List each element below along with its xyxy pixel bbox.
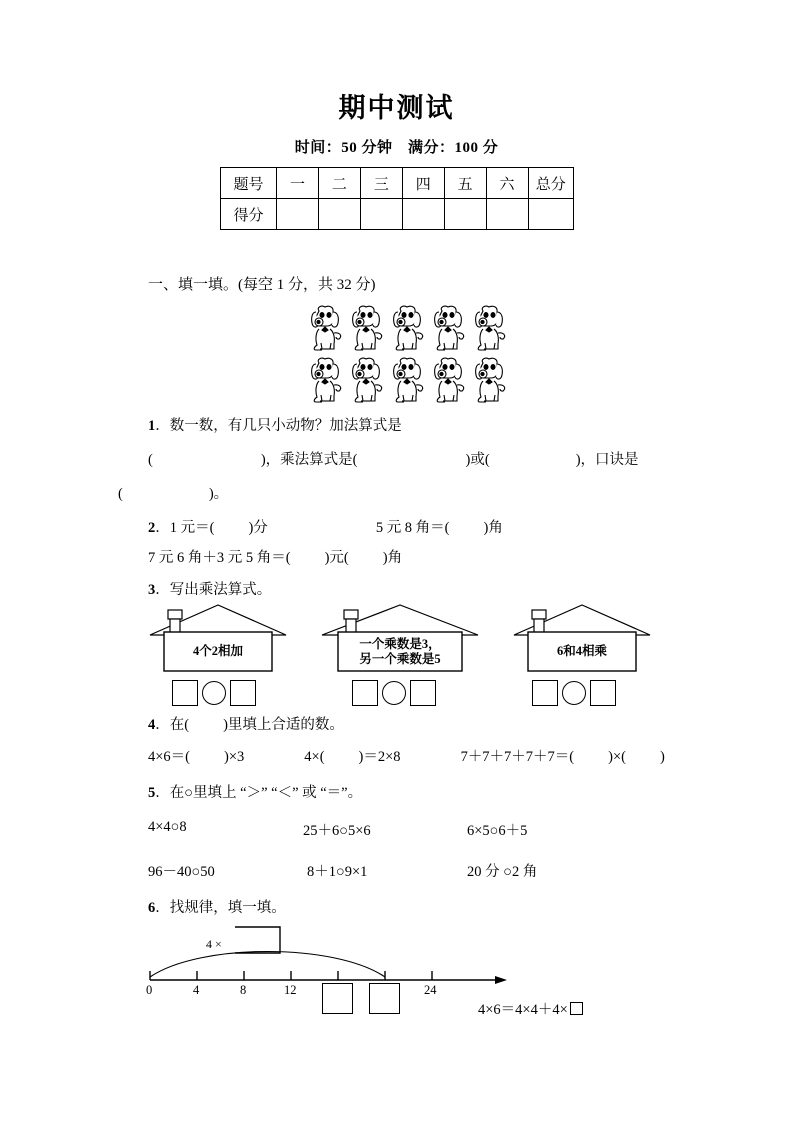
question-3-number: 3 [148, 582, 156, 598]
house-3-operator-circle[interactable] [562, 681, 586, 705]
q2-expr-3-a: 7 元 6 角＋3 元 5 角＝( [148, 550, 291, 566]
dog-icon [346, 355, 387, 407]
q5-row-2-item-3[interactable]: 20 分 ○2 角 [467, 864, 538, 880]
q5-dot: ． [155, 785, 170, 801]
score-cell-2[interactable] [318, 199, 360, 230]
house-diagrams [148, 592, 658, 704]
q1-blank-3-close: )，口诀是 [575, 452, 639, 468]
q5-row-1-item-1[interactable]: 4×4○8 [148, 819, 187, 835]
house-3-answer-slots [532, 680, 616, 706]
house-2-operand-b-box[interactable] [410, 680, 436, 706]
dog-row-1 [305, 303, 510, 355]
house-2-line-2: 另一个乘数是5 [359, 652, 441, 666]
house-1-label [164, 644, 272, 659]
q6-dot: ． [155, 900, 170, 916]
score-cell-4[interactable] [402, 199, 444, 230]
question-4-number: 4 [148, 717, 156, 733]
q6-equation-blank-box[interactable] [570, 1002, 583, 1015]
house-2-line-1: 一个乘数是3， [359, 637, 441, 651]
house-3-operand-a-box[interactable] [532, 680, 558, 706]
tick-label-4: 4 [193, 983, 200, 997]
question-2-line-2 [148, 546, 402, 567]
q5-row-1-item-3[interactable]: 6×5○6＋5 [467, 823, 528, 839]
question-4-expressions [148, 745, 665, 766]
tick-blank-box-1[interactable] [322, 983, 353, 1014]
q2-expr-1-a: 1 元＝( [169, 520, 215, 536]
q2-expr-2-b: )角 [483, 520, 503, 536]
table-row-scores [221, 199, 574, 230]
tick-label-24: 24 [424, 983, 437, 997]
q2-expr-1-b: )分 [248, 520, 268, 536]
q2-expr-3-b: )元( [324, 550, 349, 566]
house-1 [148, 592, 288, 674]
score-cell-3[interactable] [360, 199, 402, 230]
question-2-line-1 [148, 516, 503, 537]
question-6-text: 找规律，填一填。 [169, 900, 286, 916]
score-table-col-total: 总分 [528, 168, 573, 199]
score-table-col-3: 三 [360, 168, 402, 199]
score-cell-total[interactable] [528, 199, 573, 230]
question-1-line-2 [148, 448, 639, 469]
tick-label-0: 0 [146, 983, 153, 997]
score-table-row-label-1: 题号 [221, 168, 277, 199]
q5-row-1-item-2[interactable]: 25＋6○5×6 [303, 823, 371, 839]
score-table-col-2: 二 [318, 168, 360, 199]
score-cell-1[interactable] [277, 199, 319, 230]
house-1-operand-a-box[interactable] [172, 680, 198, 706]
dog-icon [428, 355, 469, 407]
house-2-operator-circle[interactable] [382, 681, 406, 705]
section-one-heading: 一、填一填。(每空 1 分，共 32 分) [148, 277, 376, 293]
dog-row-2 [305, 355, 510, 407]
score-cell-5[interactable] [444, 199, 486, 230]
house-3-line-1: 6和4相乘 [556, 644, 607, 658]
house-3-label [528, 644, 636, 659]
question-1-text: 数一数，有几只小动物？加法算式是 [169, 418, 402, 434]
dog-icon [305, 355, 346, 407]
question-6-number: 6 [148, 900, 156, 916]
q4-expr-3-a: 7＋7＋7＋7＋7＝( [460, 749, 575, 765]
house-3-shape [512, 592, 652, 674]
question-5-text: 在○里填上 “＞” “＜” 或 “＝”。 [169, 785, 363, 801]
tick-label-12: 12 [284, 983, 297, 997]
q1-blank-1-open[interactable]: ( [148, 452, 153, 468]
q4-prompt-b: )里填上合适的数。 [223, 717, 344, 733]
question-6-equation [478, 998, 583, 1019]
house-1-line-1: 4个2相加 [192, 644, 243, 658]
tick-label-8: 8 [240, 983, 247, 997]
q1-dot: ． [155, 418, 170, 434]
question-1-line-1 [148, 414, 402, 435]
dog-icon [387, 355, 428, 407]
question-2-number: 2 [148, 520, 156, 536]
house-1-operand-b-box[interactable] [230, 680, 256, 706]
q4-prompt-a: 在( [169, 717, 190, 733]
dog-icon [469, 355, 510, 407]
question-1-line-3 [118, 482, 228, 503]
q1-blank-4-close: )。 [208, 486, 229, 502]
q1-blank-1-close: )，乘法算式是( [260, 452, 358, 468]
question-4-prompt [148, 713, 344, 734]
arc-multiplier-label: 4 × [206, 937, 222, 951]
house-2-operand-a-box[interactable] [352, 680, 378, 706]
page-title: 期中测试 [338, 93, 455, 123]
score-table-row-label-2: 得分 [221, 199, 277, 230]
question-5-prompt [148, 781, 362, 802]
q4-expr-3-b: )×( [608, 749, 626, 765]
tick-blank-box-2[interactable] [369, 983, 400, 1014]
q5-row-2-item-1[interactable]: 96－40○50 [148, 864, 215, 880]
house-2-label [338, 637, 462, 667]
score-table-col-5: 五 [444, 168, 486, 199]
q2-expr-2-a: 5 元 8 角＝( [375, 520, 450, 536]
q4-expr-2-a: 4×( [304, 749, 325, 765]
q1-blank-2-close: )或( [465, 452, 490, 468]
q6-equation-text: 4×6＝4×4＋4× [478, 1002, 568, 1018]
question-5-number: 5 [148, 785, 156, 801]
house-3-operand-b-box[interactable] [590, 680, 616, 706]
q1-blank-4-open[interactable]: ( [118, 486, 123, 502]
table-row-header [221, 168, 574, 199]
q3-dot: ． [155, 582, 170, 598]
q4-expr-2-b: )＝2×8 [358, 749, 401, 765]
score-cell-6[interactable] [486, 199, 528, 230]
score-table [220, 167, 574, 230]
number-line-diagram [140, 925, 520, 1025]
house-2-answer-slots [352, 680, 436, 706]
question-1-number: 1 [148, 418, 156, 434]
dog-icon [387, 303, 428, 355]
score-table-col-6: 六 [486, 168, 528, 199]
house-3 [512, 592, 652, 674]
q4-expr-1-a: 4×6＝( [148, 749, 191, 765]
dog-grid-illustration [305, 303, 510, 408]
house-1-shape [148, 592, 288, 674]
score-table-col-4: 四 [402, 168, 444, 199]
q4-dot: ． [155, 717, 170, 733]
exam-meta-line: 时间：50 分钟 满分：100 分 [294, 140, 499, 156]
house-1-operator-circle[interactable] [202, 681, 226, 705]
q2-expr-3-c: )角 [382, 550, 403, 566]
q4-expr-1-b: )×3 [224, 749, 245, 765]
q4-expr-3-c: ) [660, 749, 665, 765]
dog-icon [346, 303, 387, 355]
q2-dot: ． [155, 520, 170, 536]
question-6-prompt [148, 896, 286, 917]
house-1-answer-slots [172, 680, 256, 706]
question-3-text: 写出乘法算式。 [169, 582, 272, 598]
q5-row-2-item-2[interactable]: 8＋1○9×1 [307, 864, 368, 880]
house-2 [320, 592, 480, 674]
dog-icon [305, 303, 346, 355]
score-table-col-1: 一 [277, 168, 319, 199]
dog-icon [428, 303, 469, 355]
dog-icon [469, 303, 510, 355]
